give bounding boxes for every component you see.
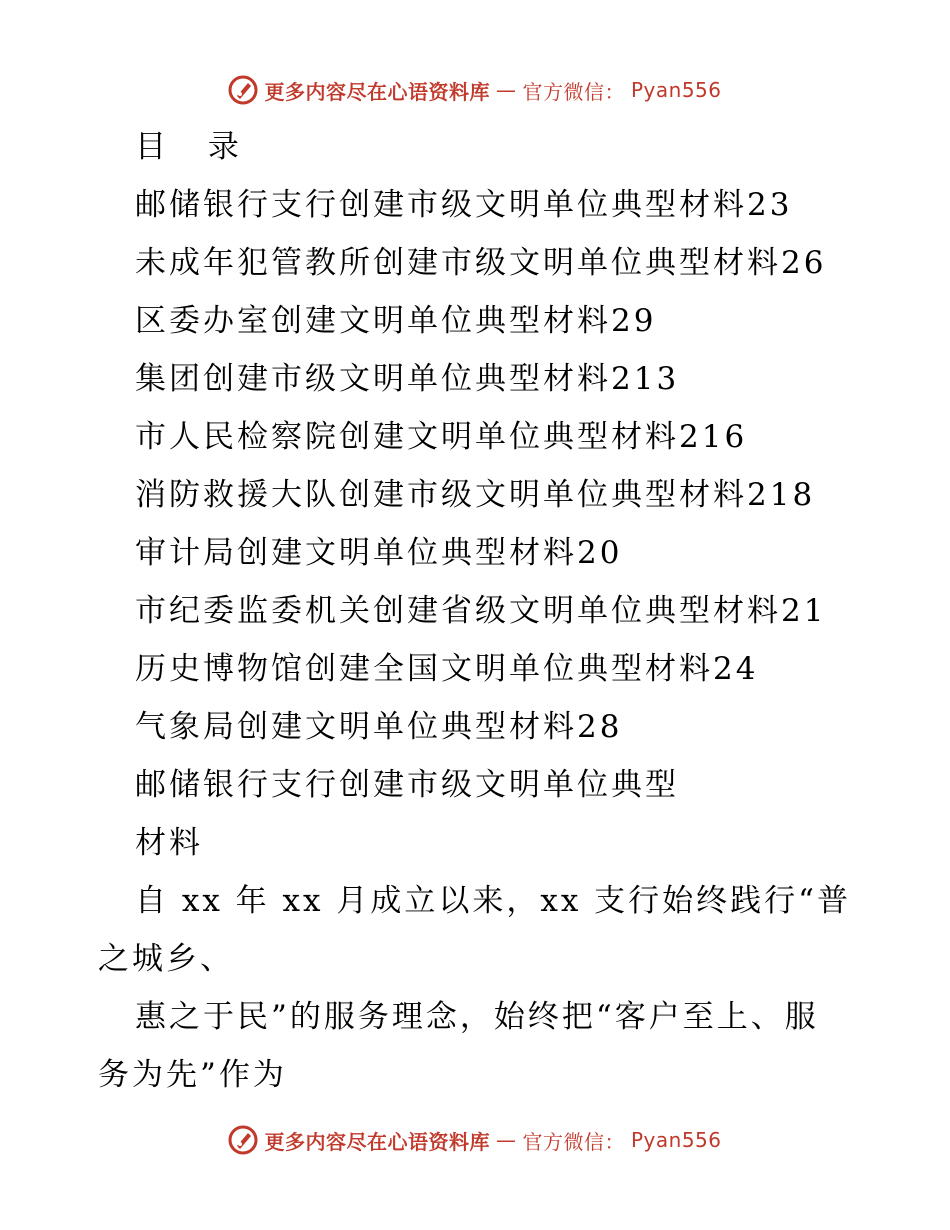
- paragraph-line: 务为先”作为: [98, 1057, 287, 1093]
- banner-slogan: 更多内容尽在心语资料库: [264, 1129, 490, 1154]
- section-title-line: 邮储银行支行创建市级文明单位典型: [135, 767, 679, 803]
- footer-banner: [0, 1120, 950, 1160]
- toc-item: 气象局创建文明单位典型材料28: [135, 709, 623, 745]
- pen-logo-icon: [228, 1125, 258, 1155]
- paragraph-line: 自 xx 年 xx 月成立以来，xx 支行始终践行“普: [135, 883, 852, 919]
- footer-banner-inner: [228, 1125, 721, 1155]
- paragraph-line: 之城乡、: [98, 941, 234, 977]
- banner-wechat-id: Pyan556: [630, 1128, 722, 1152]
- toc-item: 消防救援大队创建市级文明单位典型材料218: [135, 477, 816, 513]
- toc-title: 目 录: [135, 129, 255, 165]
- banner-wechat-id: Pyan556: [630, 78, 722, 102]
- header-banner-inner: [228, 75, 721, 105]
- toc-item: 市纪委监委机关创建省级文明单位典型材料21: [135, 593, 827, 629]
- banner-wechat-label: 官方微信：: [522, 79, 625, 104]
- toc-item: 历史博物馆创建全国文明单位典型材料24: [135, 651, 759, 687]
- toc-item: 集团创建市级文明单位典型材料213: [135, 361, 680, 397]
- toc-item: 区委办室创建文明单位典型材料29: [135, 303, 657, 339]
- toc-item: 审计局创建文明单位典型材料20: [135, 535, 623, 571]
- header-banner: [0, 70, 950, 110]
- banner-separator: —: [495, 1128, 517, 1152]
- section-title-line: 材料: [135, 825, 203, 861]
- toc-item: 未成年犯管教所创建市级文明单位典型材料26: [135, 245, 827, 281]
- pen-logo-icon: [228, 75, 258, 105]
- paragraph-line: 惠之于民”的服务理念，始终把“客户至上、服: [135, 999, 819, 1035]
- toc-item: 市人民检察院创建文明单位典型材料216: [135, 419, 748, 455]
- toc-item: 邮储银行支行创建市级文明单位典型材料23: [135, 187, 793, 223]
- banner-separator: —: [495, 78, 517, 102]
- banner-wechat-label: 官方微信：: [522, 1129, 625, 1154]
- banner-slogan: 更多内容尽在心语资料库: [264, 79, 490, 104]
- document-body: [98, 118, 858, 1104]
